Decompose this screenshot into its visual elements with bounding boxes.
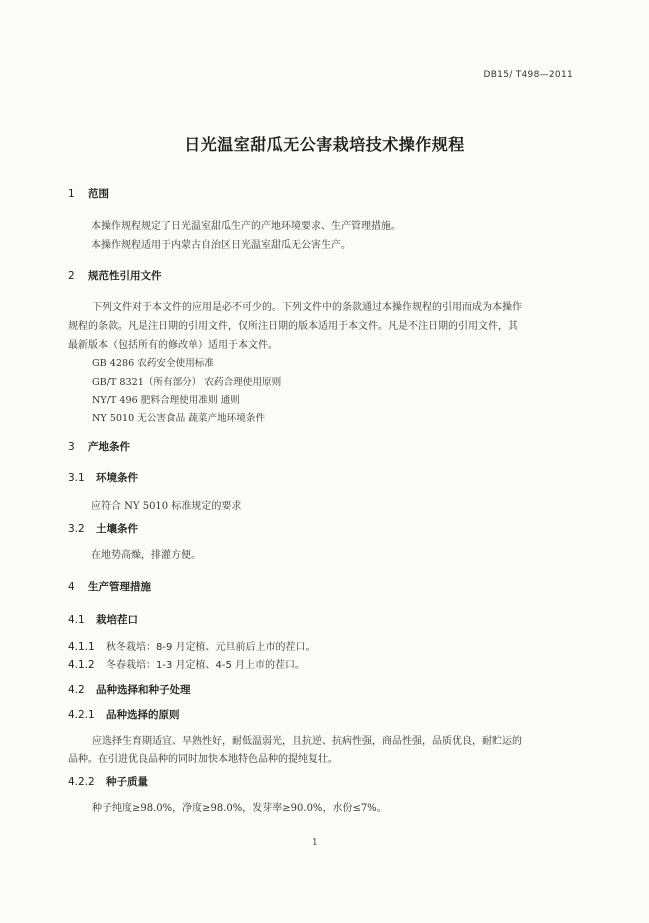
clause-text: 冬春栽培：1-3 月定植、4-5 月上市的茬口。 xyxy=(106,660,306,671)
subsection-number: 4.1 xyxy=(68,614,85,626)
paragraph: 在地势高燥，排灌方便。 xyxy=(91,550,201,561)
section-number: 2 xyxy=(68,270,75,282)
subsection-title: 栽培茬口 xyxy=(96,614,138,626)
section-title: 范围 xyxy=(88,188,109,200)
clause-number: 4.2.2 xyxy=(68,776,95,788)
clause-heading xyxy=(68,707,180,722)
document-title: 日光温室甜瓜无公害栽培技术操作规程 xyxy=(184,135,465,154)
standard-code: DB15/ T498—2011 xyxy=(483,70,573,80)
section-title: 产地条件 xyxy=(88,441,130,453)
clause xyxy=(68,656,305,671)
clause-text: 秋冬栽培：8-9 月定植、元旦前后上市的茬口。 xyxy=(106,642,316,653)
reference-name: 农药安全使用标准 xyxy=(137,358,214,369)
subsection-number: 3.1 xyxy=(68,472,85,484)
paragraph-line: 最新版本（包括所有的修改单）适用于本文件。 xyxy=(68,340,278,351)
reference-code: GB/T 8321（所有部分） xyxy=(92,377,202,388)
section-title: 生产管理措施 xyxy=(88,581,151,593)
reference-code: NY 5010 xyxy=(92,413,135,424)
section-number: 3 xyxy=(68,441,75,453)
reference-name: 无公害食品 蔬菜产地环境条件 xyxy=(137,413,266,424)
reference-name: 农药合理使用原则 xyxy=(204,377,282,388)
section-1-heading xyxy=(68,186,109,201)
section-title: 规范性引用文件 xyxy=(88,270,162,282)
subsection-title: 品种选择和种子处理 xyxy=(96,684,191,696)
clause-title: 品种选择的原则 xyxy=(106,709,180,721)
section-2-heading xyxy=(68,268,162,283)
subsection-heading xyxy=(68,612,138,627)
paragraph: 本操作规程适用于内蒙古自治区日光温室甜瓜无公害生产。 xyxy=(91,240,351,251)
subsection-heading xyxy=(68,521,138,536)
section-number: 4 xyxy=(68,581,75,593)
clause-number: 4.2.1 xyxy=(68,709,95,721)
paragraph-line: 应选择生育期适宜、早熟性好，耐低温弱光，且抗逆、抗病性强，商品性强，品质优良，耐贮运的 xyxy=(92,736,522,747)
paragraph-line: 品种。在引进优良品种的同时加快本地特色品种的提纯复壮。 xyxy=(68,754,338,765)
reference-item xyxy=(92,355,214,369)
paragraph: 种子纯度≥98.0%，净度≥98.0%，发芽率≥90.0%，水份≤7%。 xyxy=(92,803,387,814)
subsection-heading xyxy=(68,470,138,485)
subsection-title: 环境条件 xyxy=(96,472,138,484)
paragraph: 应符合 NY 5010 标准规定的要求 xyxy=(91,501,242,512)
reference-item xyxy=(92,392,240,406)
subsection-heading xyxy=(68,682,191,697)
reference-code: NY/T 496 xyxy=(92,395,138,406)
clause-number: 4.1.1 xyxy=(68,641,95,653)
clause-title: 种子质量 xyxy=(106,776,148,788)
clause xyxy=(68,638,316,653)
subsection-title: 土壤条件 xyxy=(96,523,138,535)
reference-item xyxy=(92,410,265,424)
subsection-number: 3.2 xyxy=(68,523,85,535)
section-number: 1 xyxy=(68,188,75,200)
section-3-heading xyxy=(68,439,130,454)
paragraph: 本操作规程规定了日光温室甜瓜生产的产地环境要求、生产管理措施。 xyxy=(91,221,401,232)
subsection-number: 4.2 xyxy=(68,684,85,696)
paragraph-line: 下列文件对于本文件的应用是必不可少的。下列文件中的条款通过本操作规程的引用而成为本操作 xyxy=(92,302,522,313)
reference-name: 肥料合理使用准则 通则 xyxy=(140,395,240,406)
clause-heading xyxy=(68,774,148,789)
reference-item xyxy=(92,374,281,388)
section-4-heading xyxy=(68,579,151,594)
paragraph-line: 规程的条款。凡是注日期的引用文件，仅所注日期的版本适用于本文件。凡是不注日期的引用文件，其 xyxy=(68,321,518,332)
page-number: 1 xyxy=(312,838,318,848)
reference-code: GB 4286 xyxy=(92,358,135,369)
clause-number: 4.1.2 xyxy=(68,659,95,671)
